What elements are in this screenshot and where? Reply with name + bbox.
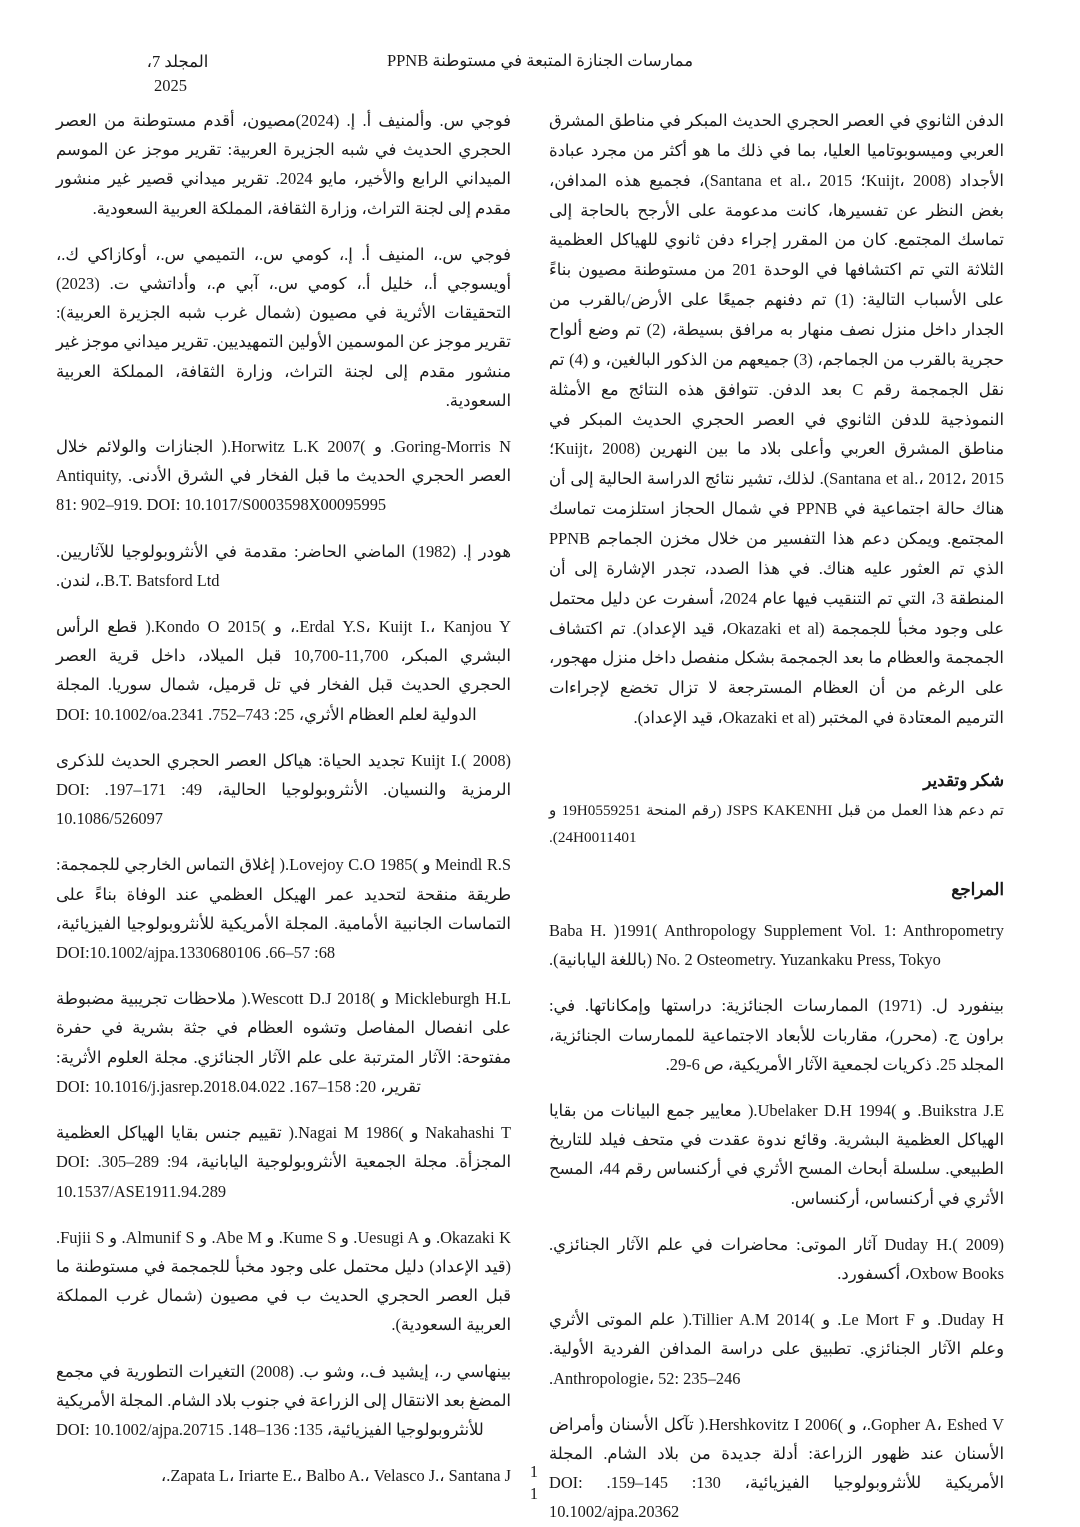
reference-item: فوجي س.، المنيف أ. إ.، كومي س.، التميمي س.، أوكازاكي ك.، أويسوجي أ.، خليل أ.، كومي س.، آبي م.، وأداتشي ت. (2023) التحقيقات الأثرية في مصيون (شمال غرب شبه الجزيرة العربية): تقرير موجز عن الموسمين الأولين التمهيديين. تقرير ميداني موجز غير منشور مقدم إلى لجنة التراث، وزارة الثقافة، المملكة العربية السعودية. bbox=[56, 244, 511, 410]
reference-item: Mickleburgh H.L و )2018 Wescott D.J.( ملاحظات تجريبية مضبوطة على انفصال المفاصل وتشوه العظام في جثة بشرية في حفرة مفتوحة: الآثار المترتبة على علم الآثار الجنائزي. مجلة العلوم الأثرية: تقرير، 20: 158–167. DOI: 10.1016/j.jasrep.2018.04.022 bbox=[56, 989, 511, 1096]
page-number bbox=[0, 1461, 1080, 1505]
running-head-title: ممارسات الجنازة المتبعة في مستوطنة PPNB bbox=[386, 51, 694, 70]
right-column bbox=[549, 106, 1004, 1527]
reference-item: Nakahashi T و )1986 Nagai M.( تقييم جنس بقايا الهياكل العظمية المجزأة. مجلة الجمعية الأنثروبولوجية اليابانية، 94: 289–305. DOI: 10.1537/ASE1911.94.289 bbox=[56, 1123, 511, 1201]
reference-item: فوجي س. وألمنيف أ. إ. (2024)مصيون، أقدم مستوطنة من العصر الحجري الحديث في شبه الجزيرة العربية: تقرير موجز عن الموسم الميداني الرابع والأخير، مايو 2024. تقرير ميداني قصير غير منشور مقدم إلى لجنة التراث، وزارة الثقافة، المملكة العربية السعودية. bbox=[56, 111, 511, 218]
reference-item: Erdal Y.S، Kuijt I.، Kanjou Y.، و )2015 Kondo O.( قطع الرأس البشري المبكر، 11,700-10,700 قبل الميلاد، داخل قرية العصر الحجري الحديث قبل الفخار في تل قرميل، شمال سوريا. المجلة الدولية لعلم العظام الأثري، 25: 743–752. DOI: 10.1002/oa.2341 bbox=[56, 617, 511, 724]
running-head bbox=[0, 44, 1080, 104]
reference-item: Baba H. )1991( Anthropology Supplement Vol. 1: Anthropometry No. 2 Osteometry. Yuzankaku Press, Tokyo (باللغة اليابانية). bbox=[549, 920, 1004, 970]
references-heading: المراجع bbox=[951, 880, 1004, 900]
page-number-line-1: 1 bbox=[529, 1461, 539, 1481]
body-paragraph: الدفن الثانوي في العصر الحجري الحديث المبكر في مناطق المشرق العربي وميسوبوتاميا العليا، بما في ذلك ما هو أكثر من مجرد عبادة الأجداد (Kuijt، 2008؛ Santana et al.، 2015)، فجميع هذه المدافن، بغض النظر عن تفسيرها، كانت مدعومة على الأرجح بالحاجة إلى تماسك المجتمع. كان من المقرر إجراء دفن ثانوي للهياكل العظمية الثلاثة التي تم اكتشافها في الوحدة 201 من مستوطنة مصيون بناءً على الأسباب التالية: (1) تم دفنهم جميعًا على الأرض/بالقرب من الجدار داخل منزل نصف منهار به مرافق بسيطة، (2) تم وضع ألواح حجرية بالقرب من الجماجم، (3) جميعهم من الذكور البالغين، و (4) تم نقل الجمجمة رقم C بعد الدفن. تتوافق هذه النتائج مع الأمثلة النموذجية للدفن الثانوي في العصر الحجري الحديث المبكر في مناطق المشرق العربي وأعلى بلاد ما بين النهرين (Kuijt، 2008؛ Santana et al.، 2012، 2015). لذلك، تشير نتائج الدراسة الحالية إلى أن هناك حالة اجتماعية في PPNB في شمال الحجاز استلزمت تماسك المجتمع. ويمكن دعم هذا التفسير من خلال مخزن الجماجم PPNB الذي تم العثور عليه هناك. في هذا الصدد، تجدر الإشارة إلى أن المنطقة 3، التي تم التنقيب فيها عام 2024، أسفرت عن دليل محتمل على وجود مخبأ للجمجمة (Okazaki et al، قيد الإعداد). تم اكتشاف الجمجمة والعظام ما بعد الجمجمة بشكل منفصل داخل منزل مهجور، على الرغم من أن العظام المسترجعة لا تزال تخضع لإجراءات الترميم المعتادة في المختبر (Okazaki et al، قيد الإعداد). bbox=[549, 111, 1004, 728]
reference-item: Buikstra J.E. و )1994 Ubelaker D.H.( معايير جمع البيانات من بقايا الهياكل العظمية البشرية. وقائع ندوة عقدت في متحف فيلد للتاريخ الطبيعي. سلسلة أبحاث المسح الأثري في أركنساس رقم 44، المسح الأثري في أركنساس، أركنساس. bbox=[549, 1100, 1004, 1208]
two-column-layout bbox=[56, 106, 1005, 1527]
reference-item: بينفورد ل. (1971) الممارسات الجنائزية: دراستها وإمكاناتها. في: براون ج. (محرر)، مقاربات للأبعاد الاجتماعية للممارسات الجنائزية، المجلد 25. ذكريات لجمعية الآثار الأمريكية، ص 6-29. bbox=[549, 996, 1004, 1074]
acknowledgements-text: تم دعم هذا العمل من قبل JSPS KAKENHI (رقم المنحة 19H0559251 و 24H0011401). bbox=[549, 801, 1004, 846]
acknowledgements-heading: شكر وتقدير bbox=[923, 771, 1004, 791]
reference-item: Gopher A، Eshed V.، و )2006 Hershkovitz I.( تآكل الأسنان وأمراض الأسنان عند ظهور الزراعة: أدلة جديدة من بلاد الشام. المجلة الأمريكية للأنثروبولوجيا الفيزيائية، 130: 145–159. DOI: 10.1002/ajpa.20362 bbox=[549, 1414, 1005, 1522]
reference-item: Goring-Morris N. و )2007 Horwitz L.K.( الجنازات والولائم خلال العصر الحجري الحديث ما قبل الفخار في الشرق الأدنى. Antiquity, 81: 902–919. DOI: 10.1017/S0003598X00095995 bbox=[56, 437, 511, 515]
volume-line-2: 2025 bbox=[154, 75, 187, 95]
left-column bbox=[56, 106, 511, 1527]
reference-item: هودر إ. (1982) الماضي الحاضر: مقدمة في الأنثروبولوجيا للآثاريين. B.T. Batsford Ltd.، لندن. bbox=[56, 541, 511, 590]
reference-item: Duday H. و Le Mort F. و )2014 Tillier A.M.( علم الموتى الأثري وعلم الآثار الجنائزي. تطبيق على دراسة المدافن الفردية الأولية. Anthropologie، 52: 235–246. bbox=[549, 1310, 1004, 1388]
volume-line-1: المجلد 7، bbox=[146, 52, 209, 71]
reference-item: Kuijt I.( 2008) تجديد الحياة: هياكل العصر الحجري الحديث للذكرى الرمزية والنسيان. الأنثروبولوجيا الحالية، 49: 171–197. DOI: 10.1086/526097 bbox=[56, 750, 511, 829]
page-number-line-2: 1 bbox=[529, 1483, 539, 1503]
reference-item: Okazaki K. و Uesugi A. و Kume S. و Abe M. و Almunif S. و Fujii S. (قيد الإعداد) دليل محتمل على وجود مخبأ للجمجمة في مستوطنة ما قبل العصر الحجري الحديث ب في مصيون (شمال غرب المملكة العربية السعودية). bbox=[56, 1227, 511, 1335]
running-head-volume bbox=[95, 50, 260, 98]
reference-item: Meindl R.S و )1985 Lovejoy C.O.( إغلاق التماس الخارجي للجمجمة: طريقة منقحة لتحديد عمر الهيكل العظمي عند الوفاة بناءً على التماسات الجانبية الأمامية. المجلة الأمريكية للأنثروبولوجيا الفيزيائية، 68: 57–66. DOI:10.1002/ajpa.1330680106 bbox=[56, 855, 511, 963]
reference-item: Duday H.( 2009) آثار الموتى: محاضرات في علم الآثار الجنائزي. Oxbow Books، أكسفورد. bbox=[549, 1234, 1004, 1283]
reference-item: بينهاسي ر.، إيشيد ف.، وشو ب. (2008) التغيرات التطورية في مجمع المضغ بعد الانتقال إلى الزراعة في جنوب بلاد الشام. المجلة الأمريكية للأنثروبولوجيا الفيزيائية، 135: 136–148. DOI: 10.1002/ajpa.20715 bbox=[56, 1361, 512, 1439]
reference-item: Zapata L، Iriarte E.، Balbo A.، Velasco J.، Santana J.، bbox=[160, 1466, 511, 1486]
